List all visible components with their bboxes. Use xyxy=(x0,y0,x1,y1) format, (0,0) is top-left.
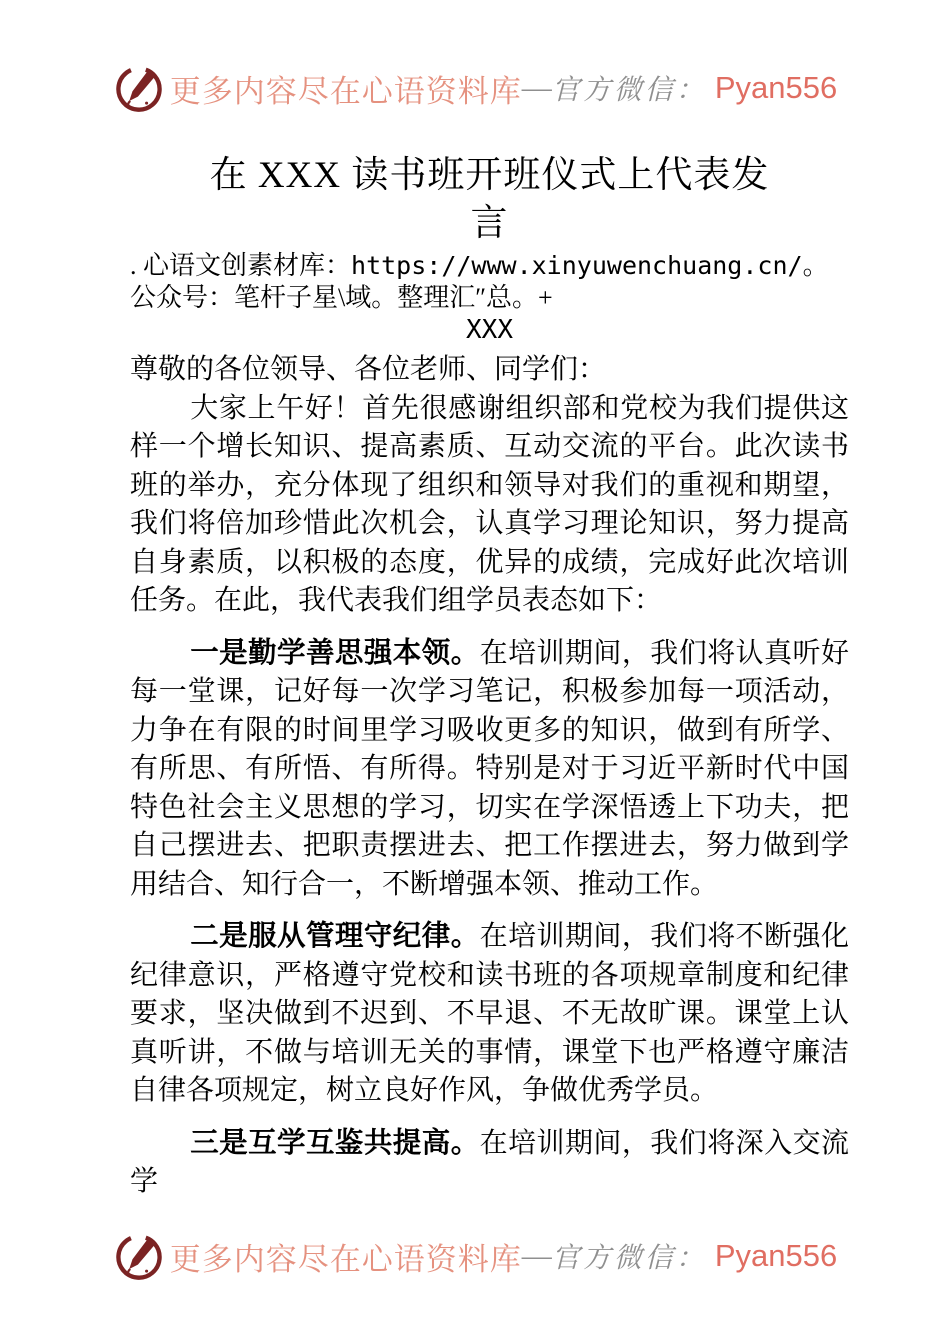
section-3-body: 在培训期间，我们将深入交流学 xyxy=(130,1127,849,1197)
document-content xyxy=(130,152,849,1202)
wechat-id: Pyan556 xyxy=(714,70,838,105)
pen-circle-logo-icon xyxy=(113,1230,165,1282)
brand-dash: — xyxy=(521,71,552,104)
brand-slogan-text: 更多内容尽在心语资料库 xyxy=(169,73,522,109)
section-paragraph-2 xyxy=(130,917,849,1111)
source-suffix: 。公众号：笔杆子星\域。整理汇″总。+ xyxy=(130,251,829,312)
section-2-heading: 二是服从管理守纪律。 xyxy=(190,920,480,952)
salutation-line: 尊敬的各位领导、各位老师、同学们： xyxy=(130,354,607,385)
wechat-label: 官方微信： xyxy=(551,1243,707,1274)
source-url: https://www.xinyuwenchuang.cn/ xyxy=(351,251,803,280)
source-line xyxy=(130,250,849,314)
pen-circle-logo-icon xyxy=(113,62,165,114)
brand-dash: — xyxy=(521,1239,552,1272)
section-paragraph-1 xyxy=(130,634,849,905)
section-3-heading: 三是互学互鉴共提高。 xyxy=(190,1126,480,1159)
paragraph-opening: 大家上午好！首先很感谢组织部和党校为我们提供这样一个增长知识、提高素质、互动交流的平台。此次读书班的举办，充分体现了组织和领导对我们的重视和期望，我们将倍加珍惜此次机会，认真学习理论知识，努力提高自身素质，以积极的态度，优异的成绩，完成好此次培训任务。在此，我代表我们组学员表态如下： xyxy=(130,392,849,616)
section-1-body: 在培训期间，我们将认真听好每一堂课，记好每一次学习笔记，积极参加每一项活动，力争在有限的时间里学习吸收更多的知识，做到有所学、有所思、有所悟、有所得。特别是对于习近平新时代中国特色社会主义思想的学习，切实在学深悟透上下功夫，把自己摆进去、把职责摆进去、把工作摆进去，努力做到学用结合、知行合一，不断增强本领、推动工作。 xyxy=(130,637,849,900)
author-placeholder: XXX xyxy=(466,315,513,345)
wechat-id: Pyan556 xyxy=(714,1238,838,1273)
brand-slogan-text: 更多内容尽在心语资料库 xyxy=(169,1241,522,1277)
wechat-label: 官方微信： xyxy=(551,75,707,106)
source-prefix: . 心语文创素材库： xyxy=(130,251,352,280)
header-brand-banner xyxy=(0,62,950,114)
document-title: 在 XXX 读书班开班仪式上代表发言 xyxy=(209,155,770,244)
section-paragraph-3 xyxy=(130,1124,849,1202)
footer-brand-banner xyxy=(0,1230,950,1282)
section-1-heading: 一是勤学善思强本领。 xyxy=(190,636,480,669)
section-2-body: 在培训期间，我们将不断强化纪律意识，严格遵守党校和读书班的各项规章制度和纪律要求，坚决做到不迟到、不早退、不无故旷课。课堂上认真听讲，不做与培训无关的事情，课堂下也严格遵守廉洁自律各项规定，树立良好作风，争做优秀学员。 xyxy=(130,921,849,1106)
